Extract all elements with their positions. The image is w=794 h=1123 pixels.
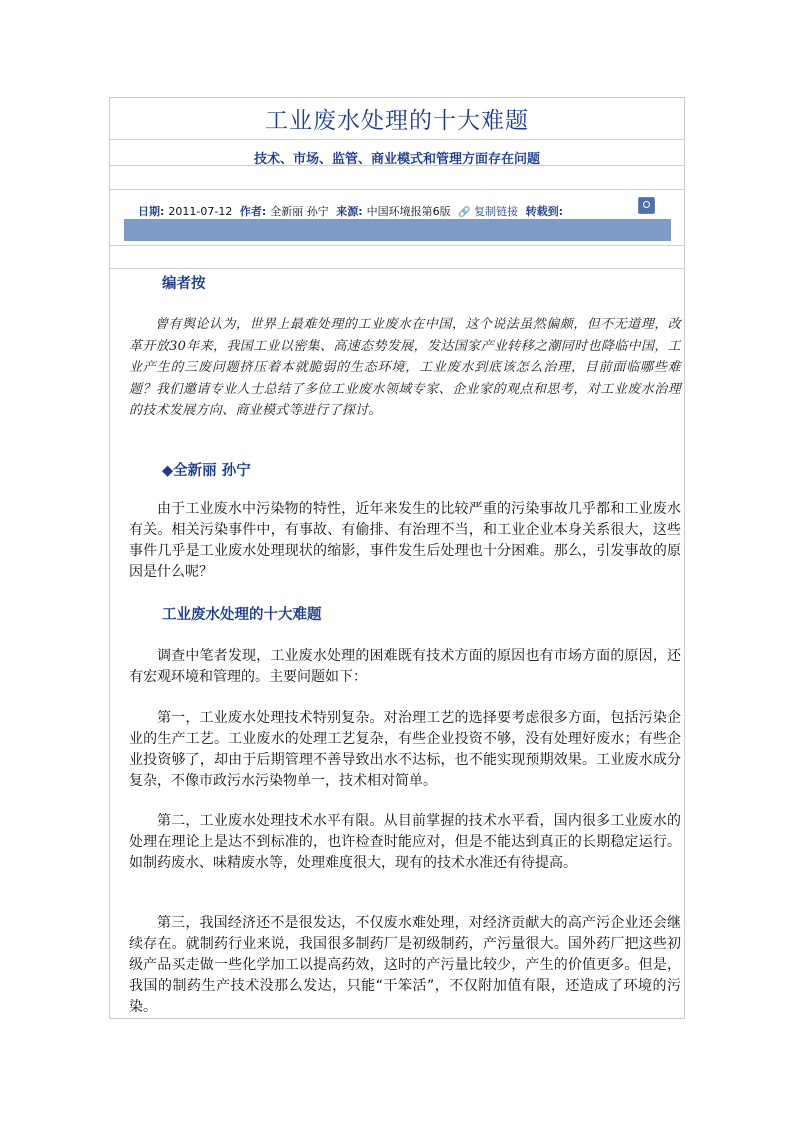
author-heading: ◆全新丽 孙宁 bbox=[162, 463, 251, 479]
editor-note-heading: 编者按 bbox=[162, 276, 206, 292]
repost-label: 转载到: bbox=[525, 205, 564, 218]
share-icon[interactable] bbox=[638, 197, 655, 214]
date-value: 2011-07-12 bbox=[168, 205, 233, 218]
toolbar-bar bbox=[124, 219, 671, 241]
page-subtitle: 技术、市场、监管、商业模式和管理方面存在问题 bbox=[253, 152, 540, 167]
paragraph bbox=[129, 811, 681, 874]
paragraph-text: 第二，工业废水处理技术水平有限。从目前掌握的技术水平看，国内很多工业废水的处理在理论上是达不到标准的，也许检查时能应对，但是不能达到真正的长期稳定运行。如制药废水、味精废水等，处理难度很大，现有的技术水准还有待提高。 bbox=[129, 813, 681, 871]
divider bbox=[109, 245, 685, 246]
author-label: 作者: bbox=[239, 205, 267, 218]
paragraph-text: 调查中笔者发现，工业废水处理的困难既有技术方面的原因也有市场方面的原因，还有宏观环境和管理的。主要问题如下： bbox=[129, 648, 681, 685]
divider bbox=[109, 268, 685, 269]
paragraph bbox=[129, 646, 681, 688]
date-label: 日期: bbox=[138, 205, 165, 218]
page-title: 工业废水处理的十大难题 bbox=[265, 108, 529, 134]
author-value: 全新丽 孙宁 bbox=[270, 205, 329, 218]
link-icon: 🔗 bbox=[458, 207, 471, 218]
section-heading: 工业废水处理的十大难题 bbox=[162, 607, 322, 623]
copy-link-button[interactable]: 复制链接 bbox=[474, 205, 519, 218]
intro-paragraph: 由于工业废水中污染物的特性，近年来发生的比较严重的污染事故几乎都和工业废水有关。相关污染事件中，有事故、有偷排、有治理不当，和工业企业本身关系很大，这些事件几乎是工业废水处理现状的缩影，事件发生后处理也十分困难。那么，引发事故的原因是什么呢？ bbox=[129, 501, 681, 580]
paragraph-text: 第一，工业废水处理技术特别复杂。对治理工艺的选择要考虑很多方面，包括污染企业的生产工艺。工业废水的处理工艺复杂，有些企业投资不够，没有处理好废水；有些企业投资够了，却由于后期管理不善导致出水不达标，也不能实现预期效果。工业废水成分复杂，不像市政污水污染物单一，技术相对简单。 bbox=[129, 710, 681, 789]
editor-note-text: 曾有舆论认为，世界上最难处理的工业废水在中国，这个说法虽然偏颇，但不无道理，改革开放30年来，我国工业以密集、高速态势发展，发达国家产业转移之潮同时也降临中国，工业产生的三废问题挤压着本就脆弱的生态环境，工业废水到底该怎么治理，目前面临哪些难题？我们邀请专业人士总结了多位工业废水领域专家、企业家的观点和思考，对工业废水治理的技术发展方向、商业模式等进行了探讨。 bbox=[129, 317, 681, 418]
source-label: 来源: bbox=[336, 205, 363, 218]
editor-note bbox=[129, 314, 681, 422]
intro-block bbox=[129, 499, 681, 583]
paragraph-text: 第三，我国经济还不是很发达，不仅废水难处理，对经济贡献大的高产污企业还会继续存在。就制药行业来说，我国很多制药厂是初级制药，产污量很大。国外药厂把这些初级产品买走做一些化学加工以提高药效，这时的产污量比较少，产生的价值更多。但是，我国的制药生产技术没那么发达，只能“干笨活”，不仅附加值有限，还造成了环境的污染。 bbox=[129, 915, 681, 1015]
paragraph bbox=[129, 708, 681, 792]
divider bbox=[109, 189, 685, 190]
paragraph bbox=[129, 913, 681, 1018]
divider bbox=[109, 139, 685, 140]
article-meta bbox=[138, 203, 567, 219]
source-value: 中国环境报第6版 bbox=[366, 205, 451, 218]
